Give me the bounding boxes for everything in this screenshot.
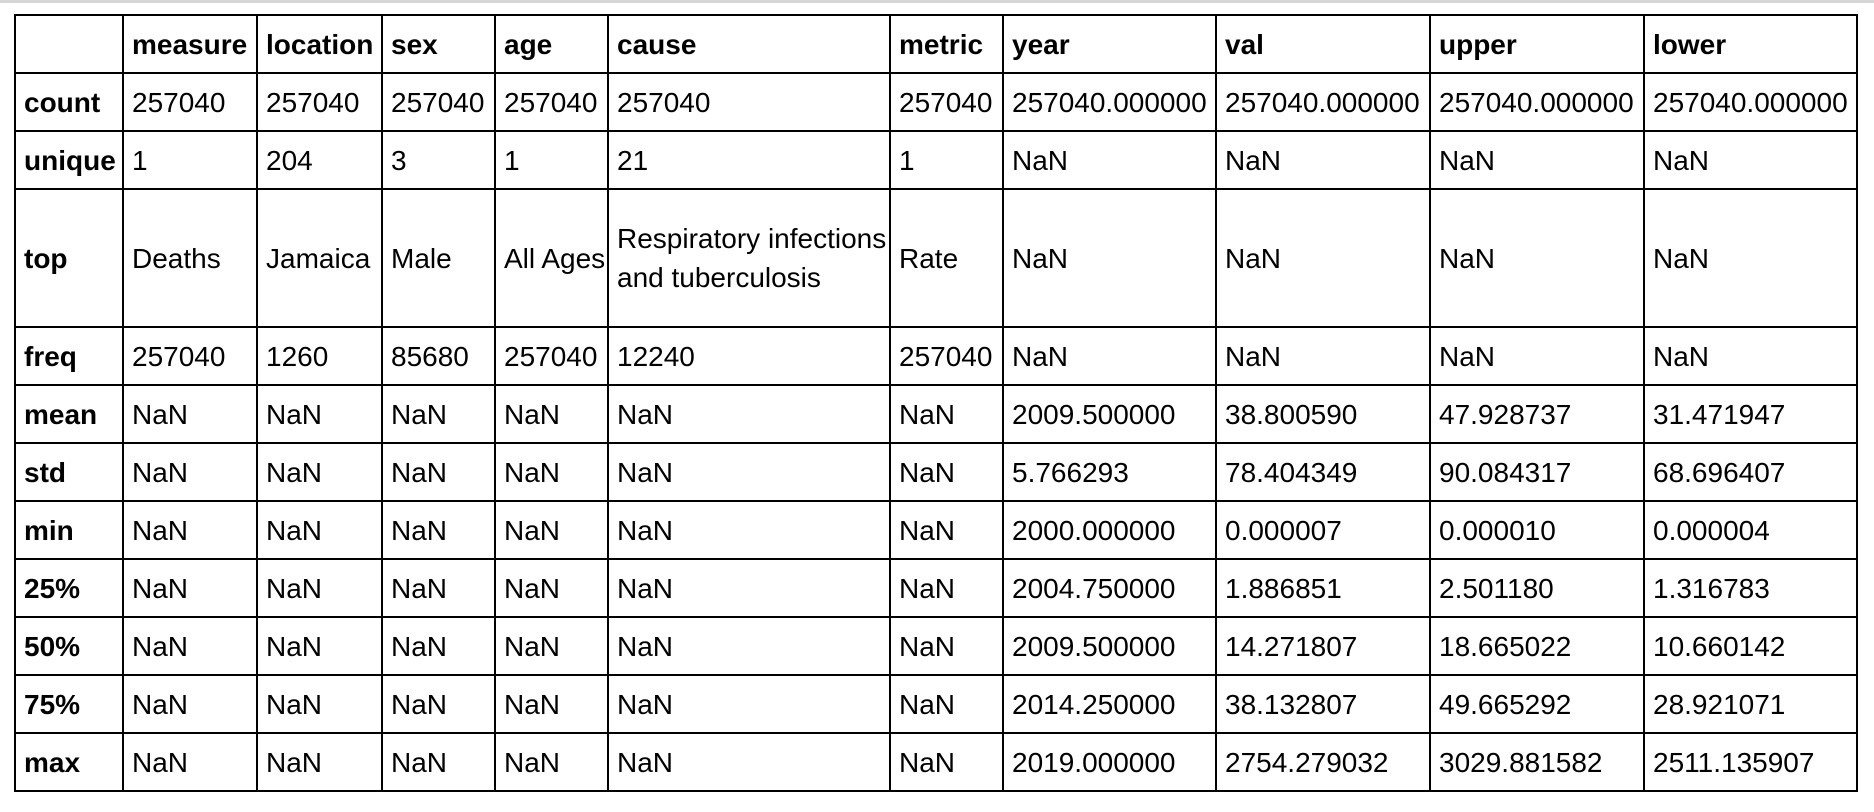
table-cell: NaN — [890, 675, 1003, 733]
table-cell: 257040.000000 — [1430, 73, 1644, 131]
table-cell: NaN — [495, 443, 608, 501]
table-cell: NaN — [1644, 131, 1857, 189]
table-row — [15, 443, 1857, 501]
table-cell: NaN — [382, 385, 495, 443]
table-cell: NaN — [608, 559, 890, 617]
row-label: 75% — [15, 675, 123, 733]
table-cell: NaN — [495, 733, 608, 791]
table-cell: 257040 — [495, 73, 608, 131]
table-cell: 257040.000000 — [1003, 73, 1216, 131]
table-cell: 2.501180 — [1430, 559, 1644, 617]
table-cell: 47.928737 — [1430, 385, 1644, 443]
table-cell: NaN — [382, 559, 495, 617]
table-cell: 1 — [495, 131, 608, 189]
table-cell: 257040 — [123, 73, 257, 131]
table-cell: NaN — [1644, 327, 1857, 385]
table-cell: 257040 — [382, 73, 495, 131]
table-cell: 10.660142 — [1644, 617, 1857, 675]
column-header: measure — [123, 15, 257, 73]
table-row — [15, 189, 1857, 327]
table-cell: 2511.135907 — [1644, 733, 1857, 791]
table-cell: Deaths — [123, 189, 257, 327]
table-cell: NaN — [382, 733, 495, 791]
table-cell: NaN — [1216, 131, 1430, 189]
table-cell: 68.696407 — [1644, 443, 1857, 501]
table-cell: 38.800590 — [1216, 385, 1430, 443]
row-label: mean — [15, 385, 123, 443]
table-cell: NaN — [608, 617, 890, 675]
table-cell: 257040.000000 — [1644, 73, 1857, 131]
table-cell: NaN — [123, 501, 257, 559]
column-header: val — [1216, 15, 1430, 73]
table-cell: NaN — [1430, 131, 1644, 189]
table-cell: 3029.881582 — [1430, 733, 1644, 791]
table-row — [15, 501, 1857, 559]
table-cell: 257040.000000 — [1216, 73, 1430, 131]
row-label: unique — [15, 131, 123, 189]
table-cell: 31.471947 — [1644, 385, 1857, 443]
table-cell: 49.665292 — [1430, 675, 1644, 733]
table-cell: NaN — [608, 501, 890, 559]
table-cell: NaN — [257, 559, 382, 617]
table-cell: 90.084317 — [1430, 443, 1644, 501]
table-cell: NaN — [608, 385, 890, 443]
dataframe-describe-output — [14, 14, 1858, 792]
table-cell: NaN — [257, 443, 382, 501]
row-label: 25% — [15, 559, 123, 617]
table-cell: NaN — [382, 675, 495, 733]
table-cell: 1 — [123, 131, 257, 189]
table-cell: 2754.279032 — [1216, 733, 1430, 791]
table-cell: NaN — [257, 733, 382, 791]
table-row — [15, 617, 1857, 675]
row-label: count — [15, 73, 123, 131]
column-header: cause — [608, 15, 890, 73]
table-cell: 0.000010 — [1430, 501, 1644, 559]
table-cell: 1260 — [257, 327, 382, 385]
table-cell: 1.886851 — [1216, 559, 1430, 617]
table-cell: 2009.500000 — [1003, 385, 1216, 443]
describe-table — [14, 14, 1858, 792]
row-label: std — [15, 443, 123, 501]
table-cell: NaN — [1003, 327, 1216, 385]
table-row — [15, 675, 1857, 733]
table-cell: 0.000007 — [1216, 501, 1430, 559]
table-cell: NaN — [495, 675, 608, 733]
table-cell: 257040 — [890, 327, 1003, 385]
table-row — [15, 73, 1857, 131]
table-cell: 2004.750000 — [1003, 559, 1216, 617]
table-cell: NaN — [257, 675, 382, 733]
table-cell: 0.000004 — [1644, 501, 1857, 559]
table-cell: 2009.500000 — [1003, 617, 1216, 675]
table-cell: 2019.000000 — [1003, 733, 1216, 791]
table-cell: 12240 — [608, 327, 890, 385]
header-row — [15, 15, 1857, 73]
column-header: lower — [1644, 15, 1857, 73]
table-cell: 204 — [257, 131, 382, 189]
table-cell: 38.132807 — [1216, 675, 1430, 733]
table-cell: NaN — [257, 501, 382, 559]
column-header: metric — [890, 15, 1003, 73]
row-label: top — [15, 189, 123, 327]
table-cell: Male — [382, 189, 495, 327]
row-label: max — [15, 733, 123, 791]
table-cell: NaN — [123, 617, 257, 675]
table-cell: NaN — [608, 675, 890, 733]
table-cell: NaN — [495, 617, 608, 675]
table-cell: NaN — [608, 733, 890, 791]
table-cell: NaN — [123, 385, 257, 443]
table-row — [15, 559, 1857, 617]
table-cell: 257040 — [123, 327, 257, 385]
table-row — [15, 733, 1857, 791]
table-cell: 14.271807 — [1216, 617, 1430, 675]
table-cell: 78.404349 — [1216, 443, 1430, 501]
table-cell: 257040 — [890, 73, 1003, 131]
column-header: location — [257, 15, 382, 73]
table-cell: NaN — [382, 501, 495, 559]
table-cell: 2000.000000 — [1003, 501, 1216, 559]
table-cell: NaN — [495, 501, 608, 559]
table-cell: 257040 — [257, 73, 382, 131]
table-cell: 1.316783 — [1644, 559, 1857, 617]
table-cell: NaN — [382, 443, 495, 501]
table-cell: NaN — [123, 559, 257, 617]
column-header: upper — [1430, 15, 1644, 73]
table-cell: 257040 — [608, 73, 890, 131]
table-cell: NaN — [1430, 327, 1644, 385]
table-cell: 2014.250000 — [1003, 675, 1216, 733]
column-header: sex — [382, 15, 495, 73]
table-body — [15, 73, 1857, 791]
table-cell: NaN — [890, 385, 1003, 443]
table-cell: NaN — [257, 617, 382, 675]
table-row — [15, 327, 1857, 385]
table-cell: NaN — [495, 385, 608, 443]
row-label: 50% — [15, 617, 123, 675]
table-cell: NaN — [890, 559, 1003, 617]
row-label: min — [15, 501, 123, 559]
column-header: age — [495, 15, 608, 73]
table-cell: NaN — [1216, 327, 1430, 385]
table-row — [15, 385, 1857, 443]
table-cell: NaN — [1216, 189, 1430, 327]
top-divider — [0, 0, 1874, 3]
table-cell: Rate — [890, 189, 1003, 327]
table-cell: All Ages — [495, 189, 608, 327]
table-cell: NaN — [1003, 189, 1216, 327]
table-cell: 1 — [890, 131, 1003, 189]
table-cell: NaN — [1003, 131, 1216, 189]
table-cell: NaN — [890, 501, 1003, 559]
table-cell: NaN — [608, 443, 890, 501]
table-cell: NaN — [890, 443, 1003, 501]
table-cell: 3 — [382, 131, 495, 189]
table-cell: NaN — [123, 675, 257, 733]
table-cell: 257040 — [495, 327, 608, 385]
table-row — [15, 131, 1857, 189]
table-cell: NaN — [1644, 189, 1857, 327]
table-header — [15, 15, 1857, 73]
table-cell: NaN — [382, 617, 495, 675]
table-cell: 28.921071 — [1644, 675, 1857, 733]
table-cell: NaN — [890, 617, 1003, 675]
table-cell: Jamaica — [257, 189, 382, 327]
table-cell: NaN — [257, 385, 382, 443]
table-cell: NaN — [495, 559, 608, 617]
row-label: freq — [15, 327, 123, 385]
table-cell: 5.766293 — [1003, 443, 1216, 501]
table-cell: 85680 — [382, 327, 495, 385]
table-cell: NaN — [890, 733, 1003, 791]
table-cell: NaN — [123, 733, 257, 791]
table-cell: NaN — [123, 443, 257, 501]
table-cell: 18.665022 — [1430, 617, 1644, 675]
table-cell: NaN — [1430, 189, 1644, 327]
table-cell: Respiratory infections and tuberculosis — [608, 189, 890, 327]
column-header — [15, 15, 123, 73]
table-cell: 21 — [608, 131, 890, 189]
column-header: year — [1003, 15, 1216, 73]
